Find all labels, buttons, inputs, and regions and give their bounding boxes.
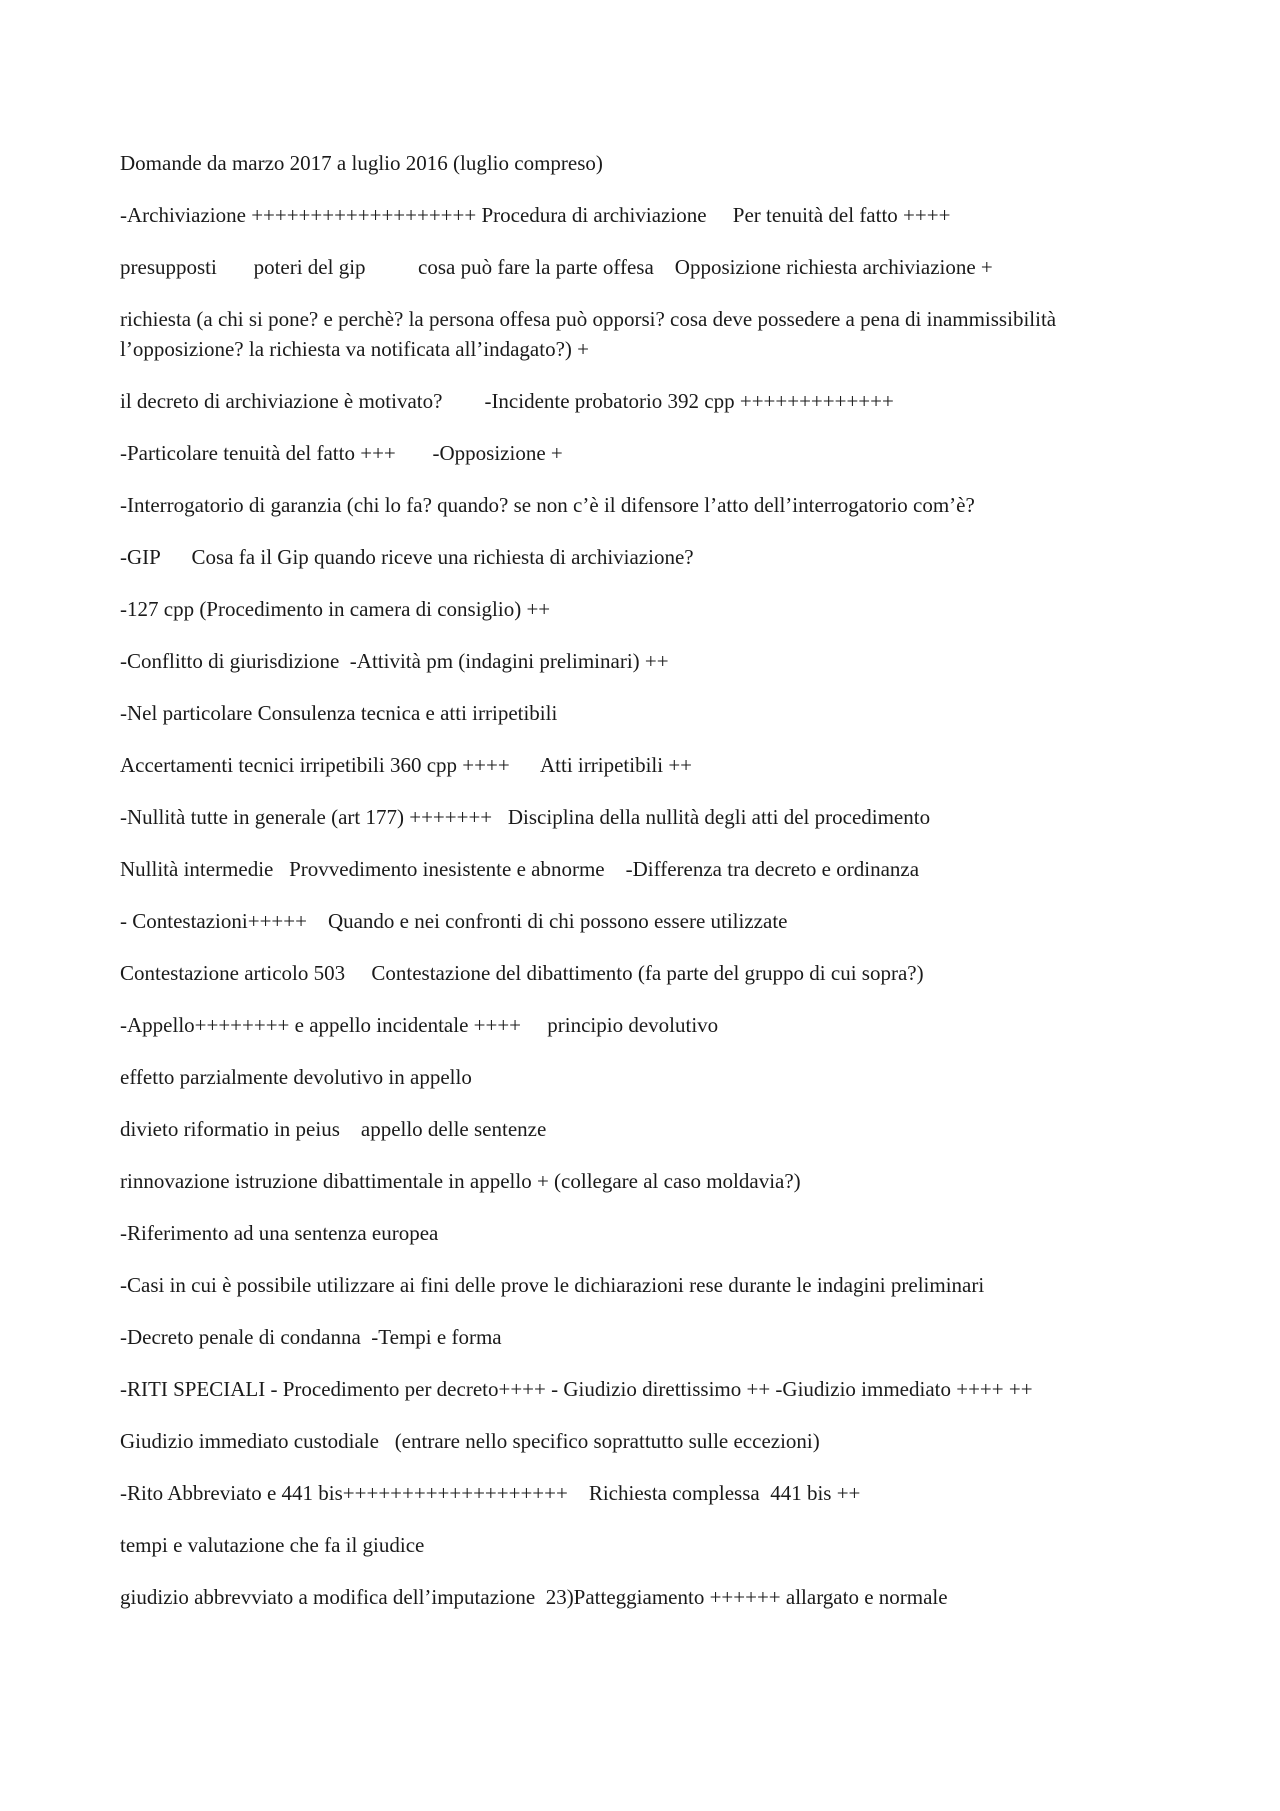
text-line: - Contestazioni+++++ Quando e nei confronti di chi possono essere utilizzate	[120, 909, 788, 933]
text-line: -Casi in cui è possibile utilizzare ai fini delle prove le dichiarazioni rese durante le indagini preliminari	[120, 1273, 985, 1297]
text-line: -Rito Abbreviato e 441 bis+++++++++++++++++++ Richiesta complessa 441 bis ++	[120, 1481, 861, 1505]
text-line: -Nullità tutte in generale (art 177) +++++++ Disciplina della nullità degli atti del procedimento	[120, 805, 931, 829]
document-body	[120, 148, 1180, 1634]
text-line: -Decreto penale di condanna -Tempi e forma	[120, 1325, 502, 1349]
text-line: tempi e valutazione che fa il giudice	[120, 1533, 425, 1557]
text-line: divieto riformatio in peius appello delle sentenze	[120, 1117, 547, 1141]
text-line: richiesta (a chi si pone? e perchè? la persona offesa può opporsi? cosa deve possedere a pena di inammissibilità l’opposizione? la richiesta va notificata all’indagato?) +	[120, 307, 1057, 361]
text-line: presupposti poteri del gip cosa può fare la parte offesa Opposizione richiesta archiviazione +	[120, 255, 993, 279]
document-title: Domande da marzo 2017 a luglio 2016 (luglio compreso)	[120, 151, 603, 175]
text-line: Contestazione articolo 503 Contestazione del dibattimento (fa parte del gruppo di cui sopra?)	[120, 961, 924, 985]
text-line: giudizio abbrevviato a modifica dell’imputazione 23)Patteggiamento ++++++ allargato e normale	[120, 1585, 948, 1609]
text-line: -Interrogatorio di garanzia (chi lo fa? quando? se non c’è il difensore l’atto dell’interrogatorio com’è?	[120, 493, 975, 517]
text-line: Accertamenti tecnici irripetibili 360 cpp ++++ Atti irripetibili ++	[120, 753, 693, 777]
text-line: effetto parzialmente devolutivo in appello	[120, 1065, 472, 1089]
text-line: -Nel particolare Consulenza tecnica e atti irripetibili	[120, 701, 558, 725]
text-line: -Riferimento ad una sentenza europea	[120, 1221, 439, 1245]
text-line: -Appello++++++++ e appello incidentale ++++ principio devolutivo	[120, 1013, 719, 1037]
text-line: -RITI SPECIALI - Procedimento per decreto++++ - Giudizio direttissimo ++ -Giudizio immediato ++++ ++	[120, 1377, 1033, 1401]
text-line: -127 cpp (Procedimento in camera di consiglio) ++	[120, 597, 551, 621]
text-line: -Conflitto di giurisdizione -Attività pm (indagini preliminari) ++	[120, 649, 669, 673]
text-line: il decreto di archiviazione è motivato? -Incidente probatorio 392 cpp +++++++++++++	[120, 389, 894, 413]
text-line: -Particolare tenuità del fatto +++ -Opposizione +	[120, 441, 563, 465]
text-line: Giudizio immediato custodiale (entrare nello specifico soprattutto sulle eccezioni)	[120, 1429, 820, 1453]
text-line: rinnovazione istruzione dibattimentale in appello + (collegare al caso moldavia?)	[120, 1169, 801, 1193]
text-line: -GIP Cosa fa il Gip quando riceve una richiesta di archiviazione?	[120, 545, 694, 569]
text-line: Nullità intermedie Provvedimento inesistente e abnorme -Differenza tra decreto e ordinanza	[120, 857, 920, 881]
text-line: -Archiviazione +++++++++++++++++++ Procedura di archiviazione Per tenuità del fatto ++++	[120, 203, 951, 227]
